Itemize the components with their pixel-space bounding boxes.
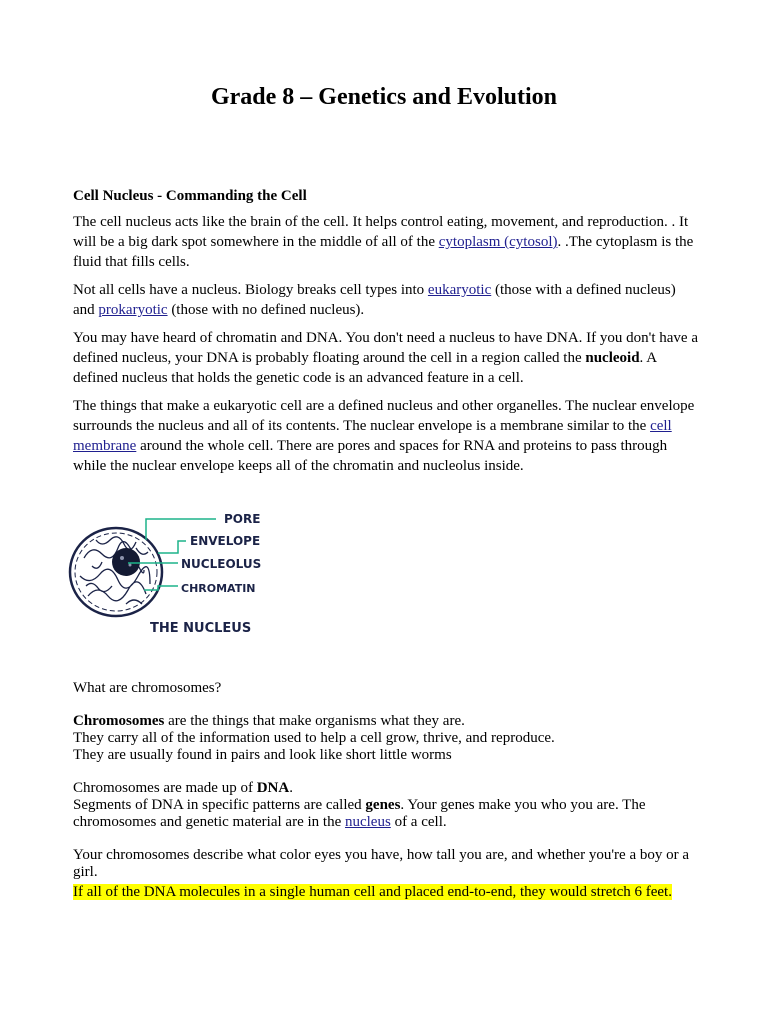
line-text: . Your genes make you who you are. The chromosomes and genetic material are in the (73, 797, 646, 830)
paragraph-envelope (73, 396, 698, 476)
envelope-inner (75, 533, 157, 611)
highlighted-fact: If all of the DNA molecules in a single human cell and placed end-to-end, they would stretch 6 feet. (73, 884, 672, 900)
nucleolus-dot (120, 556, 124, 560)
chromosome-line (73, 713, 698, 730)
term-dna: DNA (256, 780, 290, 796)
label-nucleolus: NUCLEOLUS (181, 557, 262, 571)
label-pore: PORE (224, 512, 261, 526)
paragraph-text: Not all cells have a nucleus. Biology breaks cell types into (73, 282, 428, 298)
genes-line (73, 797, 698, 831)
paragraph-cell-nucleus (73, 212, 698, 272)
dna-line (73, 780, 698, 797)
link-cell-membrane[interactable]: cell membrane (73, 418, 672, 454)
paragraph-text: The things that make a eukaryotic cell are a defined nucleus and other organelles. The nuclear envelope surrounds the nucleus and all of its contents. The nuclear envelope is a membrane similar to the (73, 398, 695, 434)
link-eukaryotic[interactable]: eukaryotic (427, 282, 492, 298)
paragraph-text: around the whole cell. There are pores and spaces for RNA and proteins to pass through while the nuclear envelope keeps all of the chromatin and nucleolus inside. (73, 438, 668, 474)
line-text: are the things that make organisms what they are. (164, 713, 465, 729)
page-title: Grade 8 – Genetics and Evolution (210, 84, 558, 110)
paragraph-text: . .The cytoplasm is the fluid that fills cells. (73, 234, 694, 270)
term-genes: genes (365, 797, 401, 813)
envelope-pointer (158, 541, 186, 553)
term-chromosomes: Chromosomes (73, 713, 165, 729)
label-chromatin: CHROMATIN (181, 582, 256, 595)
link-prokaryotic[interactable]: prokaryotic (98, 302, 168, 318)
chromosome-line: They carry all of the information used to help a cell grow, thrive, and reproduce. (73, 730, 555, 746)
nucleus-section (73, 186, 698, 484)
line-text: . (289, 780, 293, 796)
nucleus-diagram (66, 508, 276, 640)
nucleolus-dot (129, 564, 132, 567)
paragraph-chromatin (73, 328, 698, 388)
section-heading: Cell Nucleus - Commanding the Cell (73, 188, 307, 204)
line-text: Segments of DNA in specific patterns are called (73, 797, 366, 813)
label-envelope: ENVELOPE (190, 534, 261, 548)
line-text: Chromosomes are made up of (73, 780, 257, 796)
term-nucleoid: nucleoid (585, 350, 640, 366)
traits-line: Your chromosomes describe what color eyes you have, how tall you are, and whether you're a boy or a girl. (73, 847, 690, 880)
chromatin-pointer (144, 586, 178, 590)
paragraph-text: . A defined nucleus that holds the genetic code is an advanced feature in a cell. (73, 350, 657, 386)
paragraph-text: You may have heard of chromatin and DNA. You don't need a nucleus to have DNA. If you don't have a defined nucleus, your DNA is probably floating around the cell in a region called the (73, 330, 698, 366)
link-nucleus[interactable]: nucleus (344, 814, 391, 830)
envelope-outline (70, 528, 162, 616)
highlight-line (73, 881, 698, 903)
paragraph-cell-types (73, 280, 698, 320)
diagram-caption: THE NUCLEUS (150, 621, 252, 636)
chromosome-line: They are usually found in pairs and look like short little worms (73, 747, 452, 763)
question-heading: What are chromosomes? (73, 680, 222, 696)
paragraph-text: The cell nucleus acts like the brain of the cell. It helps control eating, movement, and reproduction. . It will be a big dark spot somewhere in the middle of all of the (73, 214, 689, 250)
nucleolus-shape (112, 548, 140, 576)
paragraph-text: (those with no defined nucleus). (167, 302, 365, 318)
paragraph-text: (those with a defined nucleus) and (73, 282, 676, 318)
line-text: of a cell. (390, 814, 447, 830)
chromosomes-section (73, 680, 698, 903)
link-cytoplasm[interactable]: cytoplasm (cytosol) (438, 234, 558, 250)
